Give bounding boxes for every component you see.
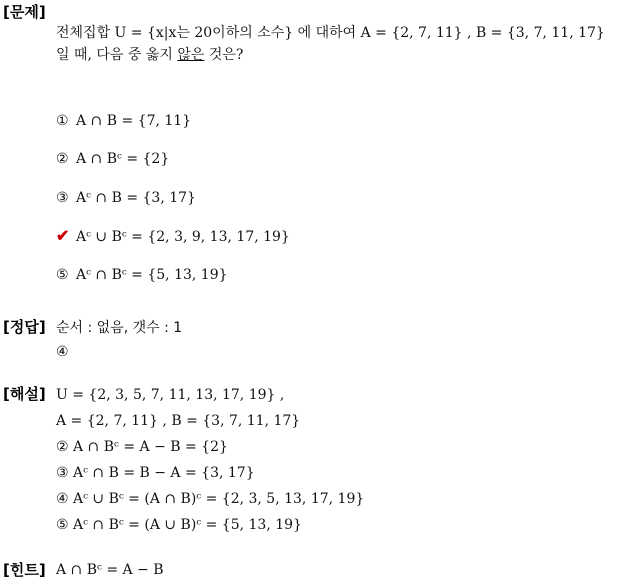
choice-2-text: A ∩ Bᶜ = {2} [76, 151, 170, 167]
explanation-line-3: ② A ∩ Bᶜ = A − B = {2} [56, 439, 228, 455]
explanation-label: [해설] [3, 385, 46, 403]
choice-5-number: ⑤ [56, 267, 69, 283]
explanation-line-2: A = {2, 7, 11} , B = {3, 7, 11, 17} [56, 413, 301, 429]
problem-line-2 [56, 46, 243, 64]
hint-text: A ∩ Bᶜ = A − B [56, 562, 164, 578]
choice-3-text: Aᶜ ∩ B = {3, 17} [76, 190, 196, 206]
explanation-line-4: ③ Aᶜ ∩ B = B − A = {3, 17} [56, 465, 255, 481]
explanation-line-5: ④ Aᶜ ∪ Bᶜ = (A ∩ B)ᶜ = {2, 3, 5, 13, 17, 19} [56, 491, 365, 507]
choice-4-text: Aᶜ ∪ Bᶜ = {2, 3, 9, 13, 17, 19} [76, 229, 290, 245]
choice-2[interactable] [56, 150, 169, 168]
answer-label: [정답] [3, 318, 46, 336]
problem-underlined-word: 않은 [177, 47, 205, 63]
problem-line-1: 전체집합 U = {x|x는 20이하의 소수} 에 대하여 A = {2, 7, 11} , B = {3, 7, 11, 17} [56, 25, 605, 41]
choice-3-number: ③ [56, 190, 69, 206]
answer-meta: 순서 : 없음, 갯수 : 1 [56, 320, 183, 336]
choice-2-number: ② [56, 151, 69, 167]
choice-4[interactable] [56, 227, 290, 246]
problem-line-2-pre: 일 때, 다음 중 옳지 [56, 47, 178, 63]
choice-5-text: Aᶜ ∩ Bᶜ = {5, 13, 19} [76, 267, 228, 283]
problem-label: [문제] [3, 3, 46, 21]
explanation-line-6: ⑤ Aᶜ ∩ Bᶜ = (A ∪ B)ᶜ = {5, 13, 19} [56, 517, 302, 533]
checkmark-icon: ✔ [56, 226, 70, 245]
answer-value: ④ [56, 344, 69, 360]
choice-3[interactable] [56, 189, 196, 207]
explanation-line-1: U = {2, 3, 5, 7, 11, 13, 17, 19} , [56, 387, 285, 403]
hint-label: [힌트] [3, 561, 46, 579]
choice-1[interactable] [56, 112, 191, 130]
choice-5[interactable] [56, 266, 228, 284]
choice-1-number: ① [56, 113, 69, 129]
choice-1-text: A ∩ B = {7, 11} [76, 113, 192, 129]
problem-line-2-post: 것은? [204, 47, 244, 63]
